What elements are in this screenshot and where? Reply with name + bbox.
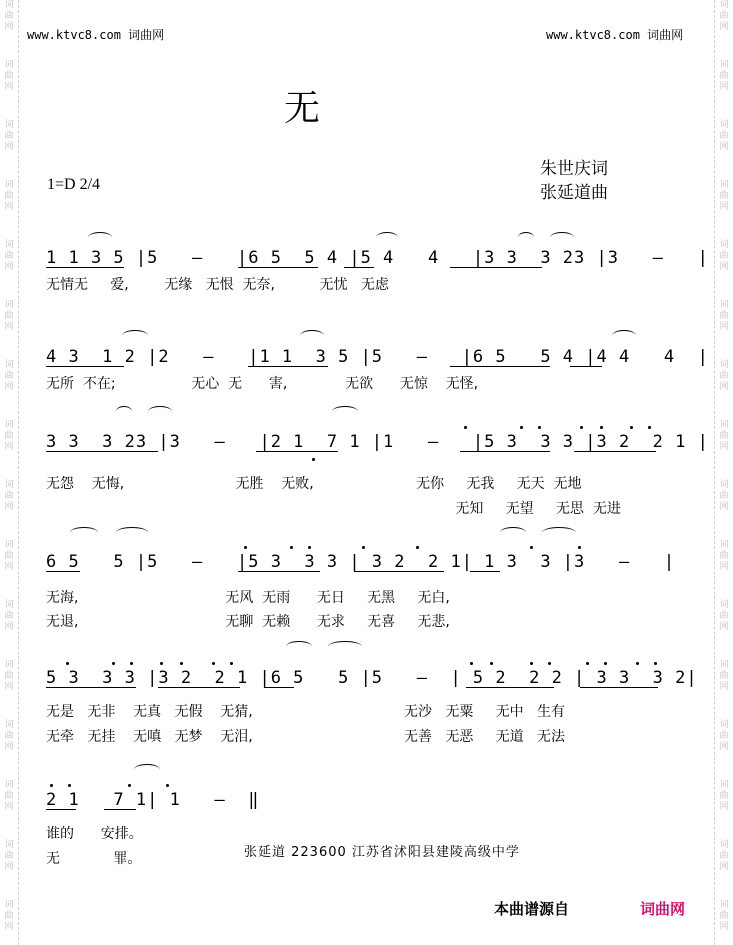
beam-underline	[46, 571, 80, 572]
beam-underline	[450, 267, 542, 268]
octave-dot	[312, 458, 315, 461]
octave-dot	[538, 426, 541, 429]
watermark-text: 词 曲 网	[719, 180, 729, 212]
score-row-6-notes: 2 1 7 1| 1 — ‖	[46, 790, 260, 810]
beam-underline	[570, 366, 602, 367]
beam-underline	[238, 571, 320, 572]
watermark-text: 词 曲 网	[4, 660, 14, 692]
score-row-3-lyrics-verse-2: 无知 无望 无思 无进	[46, 501, 621, 517]
beam-underline	[574, 451, 656, 452]
slur-mark	[612, 330, 636, 341]
lyricist-credit: 朱世庆词	[540, 159, 608, 179]
octave-dot	[50, 784, 53, 787]
score-row-5-notes: 5 3 3 3 |3 2 2 1 |6 5 5 |5 — | 5 2 2 2 | 3 3 3 2|	[46, 668, 698, 688]
octave-dot	[112, 662, 115, 665]
beam-underline	[344, 267, 374, 268]
source-brand-link[interactable]: 词曲网	[640, 900, 686, 918]
octave-dot	[654, 662, 657, 665]
octave-dot	[580, 426, 583, 429]
watermark-text: 词 曲 网	[719, 540, 729, 572]
score-row-3-notes: 3 3 3 23 |3 — |2 1 7 1 |1 — |5 3 3 3 |3 2 2 1 |	[46, 432, 709, 452]
beam-underline	[580, 687, 658, 688]
beam-underline	[264, 687, 294, 688]
score-row-2-notes: 4 3 1 2 |2 — |1 1 3 5 |5 — |6 5 5 4 |4 4 4 |	[46, 347, 709, 367]
score-row-4-lyrics-verse-2: 无退, 无聊 无赖 无求 无喜 无悲,	[46, 614, 450, 630]
octave-dot	[530, 546, 533, 549]
slur-mark	[376, 232, 398, 243]
octave-dot	[212, 662, 215, 665]
slur-mark	[148, 406, 172, 417]
octave-dot	[548, 662, 551, 665]
octave-dot	[600, 426, 603, 429]
octave-dot	[416, 546, 419, 549]
octave-dot	[604, 662, 607, 665]
slur-mark	[518, 232, 534, 243]
octave-dot	[290, 546, 293, 549]
slur-mark	[286, 641, 312, 652]
octave-dot	[520, 426, 523, 429]
site-url-right[interactable]: www.ktvc8.com 词曲网	[546, 28, 684, 42]
octave-dot	[490, 662, 493, 665]
song-title: 无	[284, 88, 321, 129]
score-row-4-notes: 6 5 5 |5 — |5 3 3 3 | 3 2 2 1| 1 3 3 |3 — |	[46, 552, 676, 572]
beam-underline	[46, 451, 158, 452]
octave-dot	[244, 546, 247, 549]
beam-underline	[46, 366, 124, 367]
watermark-text: 词 曲 网	[719, 660, 729, 692]
watermark-text: 词 曲 网	[719, 360, 729, 392]
composer-credit: 张延道曲	[540, 183, 608, 203]
beam-underline	[450, 366, 550, 367]
source-label: 本曲谱源自	[494, 900, 570, 918]
score-row-1-lyrics: 无情无 爱, 无缘 无恨 无奈, 无忧 无虑	[46, 277, 389, 293]
octave-dot	[636, 662, 639, 665]
watermark-text: 词 曲 网	[4, 540, 14, 572]
watermark-border-left	[0, 0, 19, 945]
score-row-1-notes: 1 1 3 5 |5 — |6 5 5 4 |5 4 4 |3 3 3 23 |3 — |	[46, 248, 709, 268]
octave-dot	[308, 546, 311, 549]
octave-dot	[230, 662, 233, 665]
beam-underline	[46, 687, 136, 688]
score-row-3-lyrics-verse-1: 无怨 无悔, 无胜 无败, 无你 无我 无天 无地	[46, 476, 582, 492]
watermark-text: 词 曲 网	[719, 720, 729, 752]
beam-underline	[354, 571, 444, 572]
octave-dot	[578, 546, 581, 549]
beam-underline	[460, 451, 550, 452]
slur-mark	[122, 330, 148, 341]
score-row-2-lyrics: 无所 不在; 无心 无 害, 无欲 无惊 无怪,	[46, 376, 479, 392]
key-signature: 1=D 2/4	[47, 176, 101, 193]
watermark-text: 词 曲 网	[4, 600, 14, 632]
octave-dot	[648, 426, 651, 429]
watermark-text: 词 曲 网	[719, 240, 729, 272]
octave-dot	[464, 426, 467, 429]
octave-dot	[180, 662, 183, 665]
octave-dot	[530, 662, 533, 665]
watermark-text: 词 曲 网	[4, 720, 14, 752]
slur-mark	[70, 527, 98, 538]
watermark-text: 词 曲 网	[4, 360, 14, 392]
beam-underline	[470, 571, 500, 572]
slur-mark	[550, 232, 574, 243]
watermark-text: 词 曲 网	[4, 0, 14, 32]
score-row-5-lyrics-verse-2: 无牵 无挂 无嗔 无梦 无泪, 无善 无恶 无道 无法	[46, 729, 566, 745]
composer-contact-info: 张延道 223600 江苏省沭阳县建陵高级中学	[244, 845, 520, 860]
watermark-text: 词 曲 网	[4, 240, 14, 272]
watermark-text: 词 曲 网	[719, 300, 729, 332]
octave-dot	[470, 662, 473, 665]
watermark-text: 词 曲 网	[4, 780, 14, 812]
watermark-text: 词 曲 网	[719, 780, 729, 812]
beam-underline	[248, 366, 328, 367]
score-row-5-lyrics-verse-1: 无是 无非 无真 无假 无猜, 无沙 无粟 无中 生有	[46, 704, 566, 720]
octave-dot	[130, 662, 133, 665]
octave-dot	[586, 662, 589, 665]
watermark-text: 词 曲 网	[4, 420, 14, 452]
beam-underline	[104, 809, 136, 810]
watermark-text: 词 曲 网	[719, 60, 729, 92]
octave-dot	[362, 546, 365, 549]
slur-mark	[116, 406, 132, 417]
octave-dot	[128, 784, 131, 787]
watermark-text: 词 曲 网	[4, 300, 14, 332]
site-url-left[interactable]: www.ktvc8.com 词曲网	[27, 28, 165, 42]
octave-dot	[166, 784, 169, 787]
octave-dot	[160, 662, 163, 665]
watermark-text: 词 曲 网	[4, 120, 14, 152]
beam-underline	[256, 451, 338, 452]
beam-underline	[466, 687, 554, 688]
watermark-text: 词 曲 网	[719, 480, 729, 512]
watermark-text: 词 曲 网	[719, 120, 729, 152]
beam-underline	[238, 267, 318, 268]
octave-dot	[68, 784, 71, 787]
watermark-text: 词 曲 网	[4, 480, 14, 512]
watermark-text: 词 曲 网	[719, 0, 729, 32]
slur-mark	[116, 527, 148, 538]
beam-underline	[158, 687, 240, 688]
octave-dot	[630, 426, 633, 429]
watermark-text: 词 曲 网	[4, 900, 14, 932]
watermark-text: 词 曲 网	[719, 600, 729, 632]
slur-mark	[500, 527, 526, 538]
score-row-6-lyrics-verse-1: 谁的 安排。	[46, 826, 143, 842]
score-row-4-lyrics-verse-1: 无海, 无风 无雨 无日 无黑 无白,	[46, 590, 450, 606]
slur-mark	[88, 232, 112, 243]
watermark-border-right	[714, 0, 733, 945]
slur-mark	[134, 764, 160, 775]
slur-mark	[542, 527, 576, 538]
watermark-text: 词 曲 网	[719, 900, 729, 932]
octave-dot	[66, 662, 69, 665]
watermark-text: 词 曲 网	[4, 60, 14, 92]
watermark-text: 词 曲 网	[719, 840, 729, 872]
slur-mark	[300, 330, 324, 341]
watermark-text: 词 曲 网	[4, 180, 14, 212]
watermark-text: 词 曲 网	[719, 420, 729, 452]
beam-underline	[46, 809, 76, 810]
score-row-6-lyrics-verse-2: 无 罪。	[46, 851, 142, 867]
slur-mark	[328, 641, 362, 652]
slur-mark	[332, 406, 358, 417]
beam-underline	[46, 267, 124, 268]
watermark-text: 词 曲 网	[4, 840, 14, 872]
